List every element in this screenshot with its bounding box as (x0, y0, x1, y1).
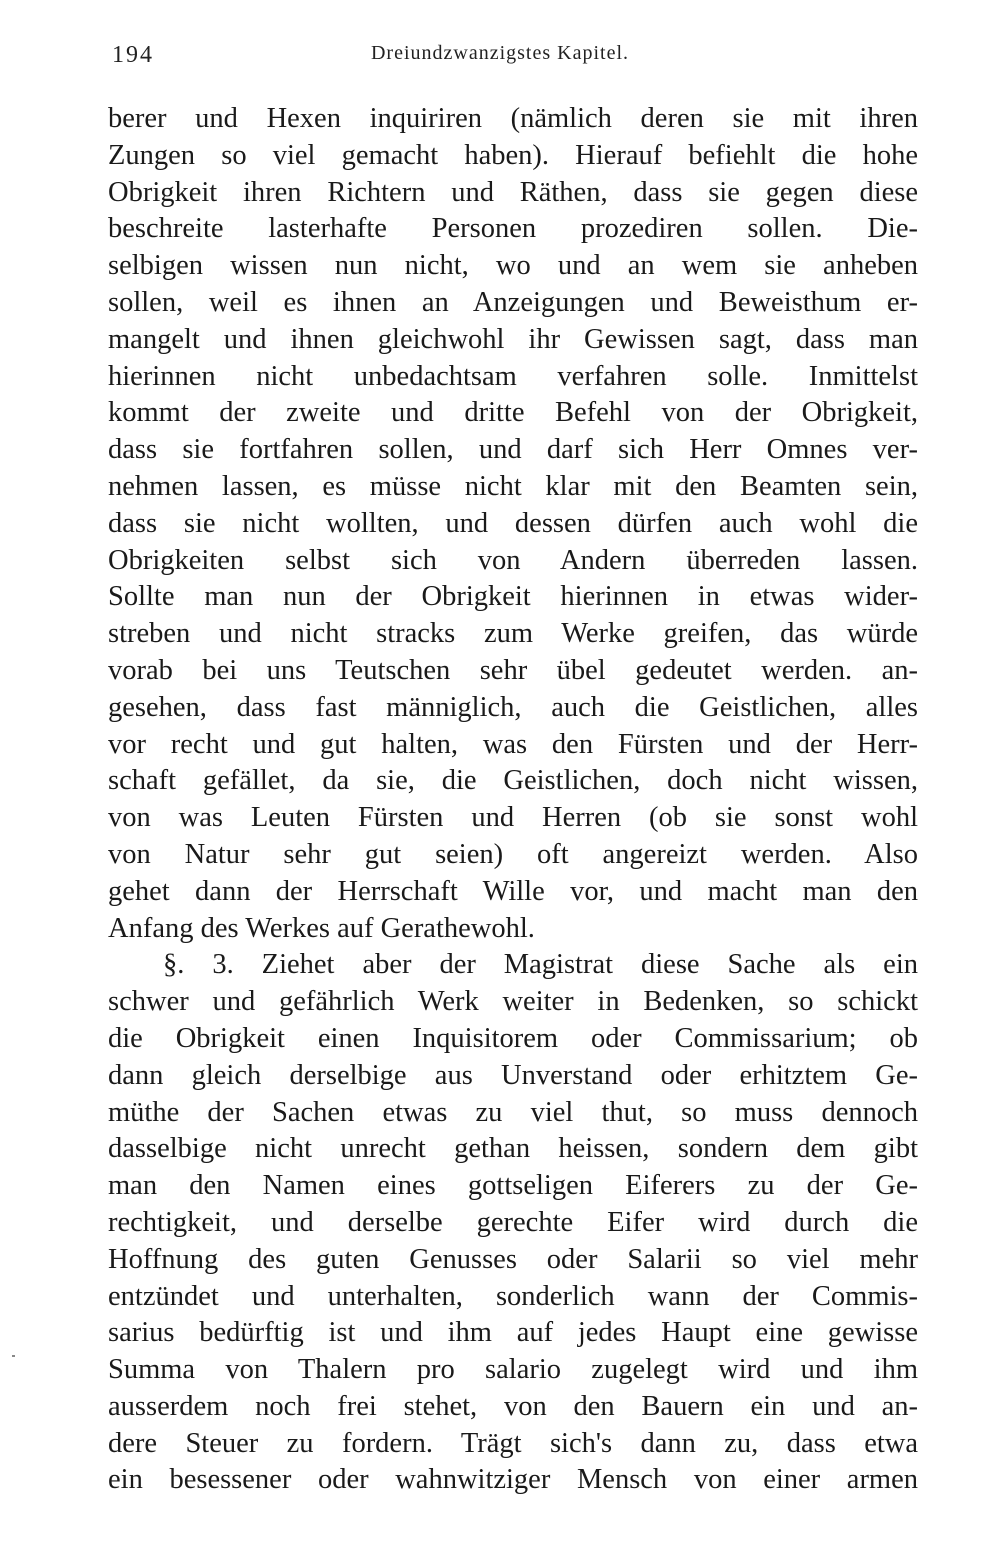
text-line: von was Leuten Fürsten und Herren (ob sie sonst wohl (108, 802, 918, 834)
text-line: Anfang des Werkes auf Gerathewohl. (108, 912, 535, 944)
text-line: Hoffnung des guten Genusses oder Salarii so viel mehr (108, 1243, 918, 1275)
text-line: §. 3. Ziehet aber der Magistrat diese Sache als ein (163, 949, 918, 981)
text-line: Summa von Thalern pro salario zugelegt wird und ihm (108, 1354, 918, 1386)
text-line: dass sie nicht wollten, und dessen dürfen auch wohl die (108, 507, 918, 539)
text-line: müthe der Sachen etwas zu viel thut, so muss dennoch (108, 1096, 918, 1128)
text-line: berer und Hexen inquiriren (nämlich deren sie mit ihren (108, 103, 918, 134)
text-line: man den Namen eines gottseligen Eiferers zu der Ge- (108, 1170, 918, 1202)
paragraph-2 (108, 947, 918, 1499)
text-line: dasselbige nicht unrecht gethan heissen, sondern dem gibt (108, 1133, 918, 1165)
text-line: selbigen wissen nun nicht, wo und an wem sie anheben (108, 250, 918, 282)
text-line: Obrigkeit ihren Richtern und Räthen, dass sie gegen diese (108, 176, 918, 208)
running-head: Dreiundzwanzigstes Kapitel. (370, 42, 630, 64)
text-line: rechtigkeit, und derselbe gerechte Eifer wird durch die (108, 1206, 918, 1238)
text-line: sarius bedürftig ist und ihm auf jedes Haupt eine gewisse (108, 1317, 918, 1349)
text-line: dann gleich derselbige aus Unverstand oder erhitztem Ge- (108, 1059, 918, 1091)
text-line: Obrigkeiten selbst sich von Andern überreden lassen. (108, 544, 918, 576)
body-text (108, 101, 918, 1499)
text-line: vorab bei uns Teutschen sehr übel gedeutet werden. an- (108, 654, 918, 686)
text-line: mangelt und ihnen gleichwohl ihr Gewissen sagt, dass man (108, 323, 918, 355)
text-line: Zungen so viel gemacht haben). Hierauf befiehlt die hohe (108, 139, 918, 171)
paragraph-1 (108, 101, 918, 947)
text-line: dass sie fortfahren sollen, und darf sich Herr Omnes ver- (108, 434, 918, 466)
text-line: hierinnen nicht unbedachtsam verfahren solle. Inmittelst (108, 360, 918, 392)
text-line: dere Steuer zu fordern. Trägt sich's dann zu, dass etwa (108, 1427, 918, 1459)
text-line: die Obrigkeit einen Inquisitorem oder Commissarium; ob (108, 1022, 918, 1054)
text-line: ausserdem noch frei stehet, von den Bauern ein und an- (108, 1390, 918, 1422)
text-line: nehmen lassen, es müsse nicht klar mit den Beamten sein, (108, 470, 918, 502)
text-line: von Natur sehr gut seien) oft angereizt werden. Also (108, 838, 918, 870)
text-line: streben und nicht stracks zum Werke greifen, das würde (108, 618, 918, 650)
margin-speck (12, 1355, 15, 1357)
text-line: entzündet und unterhalten, sonderlich wann der Commis- (108, 1280, 918, 1312)
text-line: vor recht und gut halten, was den Fürsten und der Herr- (108, 728, 918, 760)
text-line: sollen, weil es ihnen an Anzeigungen und Beweisthum er- (108, 286, 918, 318)
text-line: schaft gefället, da sie, die Geistlichen, doch nicht wissen, (108, 765, 918, 797)
text-line: kommt der zweite und dritte Befehl von der Obrigkeit, (108, 397, 918, 429)
page-number: 194 (112, 42, 154, 68)
text-line: Sollte man nun der Obrigkeit hierinnen in etwas wider- (108, 581, 918, 613)
text-line: ein besessener oder wahnwitziger Mensch von einer armen (108, 1464, 918, 1496)
text-line: schwer und gefährlich Werk weiter in Bedenken, so schickt (108, 986, 918, 1018)
text-line: gesehen, dass fast männiglich, auch die Geistlichen, alles (108, 691, 918, 723)
text-line: beschreite lasterhafte Personen prozediren sollen. Die- (108, 213, 918, 245)
text-line: gehet dann der Herrschaft Wille vor, und macht man den (108, 875, 918, 907)
